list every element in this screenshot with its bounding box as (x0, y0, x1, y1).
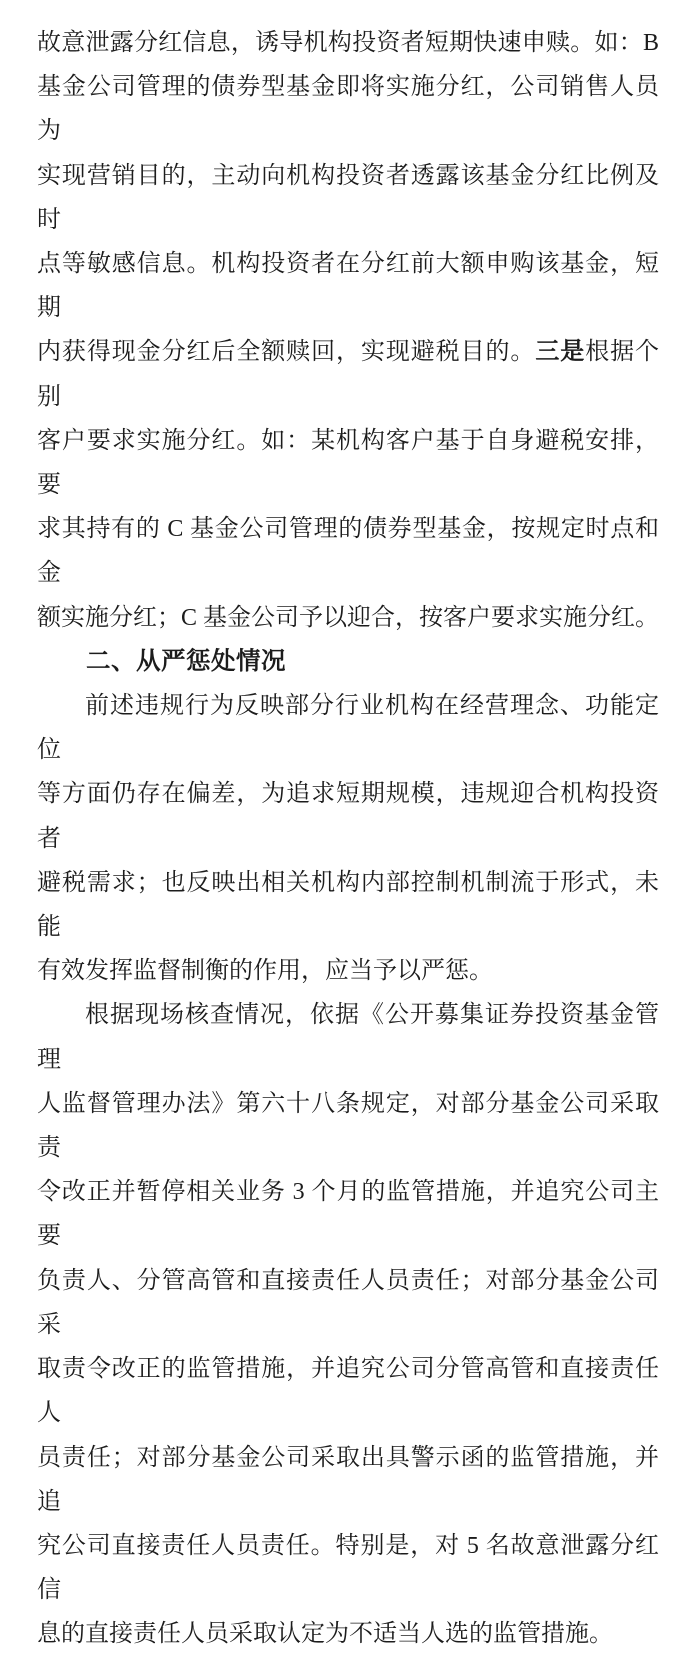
text-line: 有效发挥监督制衡的作用，应当予以严惩。 (37, 958, 493, 985)
text-line: 令改正并暂停相关业务 3 个月的监管措施，并追究公司主要 (37, 1179, 659, 1250)
text-line: 等方面仍存在偏差，为追求短期规模，违规迎合机构投资者 (37, 781, 659, 852)
line-text: 根据个别 (37, 339, 660, 410)
text-line: 人监督管理办法》第六十八条规定，对部分基金公司采取责 (37, 1090, 659, 1162)
text-line: 基金公司管理的债券型基金即将实施分红，公司销售人员为 (37, 74, 659, 145)
text-line: 负责人、分管高管和直接责任人员责任；对部分基金公司采 (37, 1267, 659, 1338)
line-text: 内获得现金分红后全额赎回，实现避税目的。 (37, 339, 536, 366)
text-line: 息的直接责任人员采取认定为不适当人选的监管措施。 (37, 1621, 613, 1648)
text-line: 取责令改正的监管措施，并追究公司分管高管和直接责任人 (37, 1356, 659, 1427)
text-line: 前述违规行为反映部分行业机构在经营理念、功能定位 (37, 693, 659, 764)
text-line: 点等敏感信息。机构投资者在分红前大额申购该基金，短期 (37, 251, 659, 322)
text-line: 额实施分红；C 基金公司予以迎合，按客户要求实施分红。 (37, 604, 660, 631)
text-line: 故意泄露分红信息，诱导机构投资者短期快速申赎。如：B (37, 30, 659, 56)
text-line: 实现营销目的，主动向机构投资者透露该基金分红比例及时 (37, 162, 659, 233)
text-line: 究公司直接责任人员责任。特别是，对 5 名故意泄露分红信 (37, 1532, 659, 1604)
section-heading: 二、从严惩处情况 (86, 647, 286, 675)
text-line (37, 330, 659, 418)
text-line: 客户要求实施分红。如：某机构客户基于自身避税安排，要 (37, 427, 659, 499)
text-line: 避税需求；也反映出相关机构内部控制机制流于形式，未能 (37, 869, 659, 941)
text-line: 求其持有的 C 基金公司管理的债券型基金，按规定时点和金 (37, 516, 659, 587)
text-line: 员责任；对部分基金公司采取出具警示函的监管措施，并追 (37, 1444, 659, 1515)
text-line: 根据现场核查情况，依据《公开募集证券投资基金管理 (37, 1002, 659, 1073)
bold-run: 三是 (535, 338, 586, 366)
